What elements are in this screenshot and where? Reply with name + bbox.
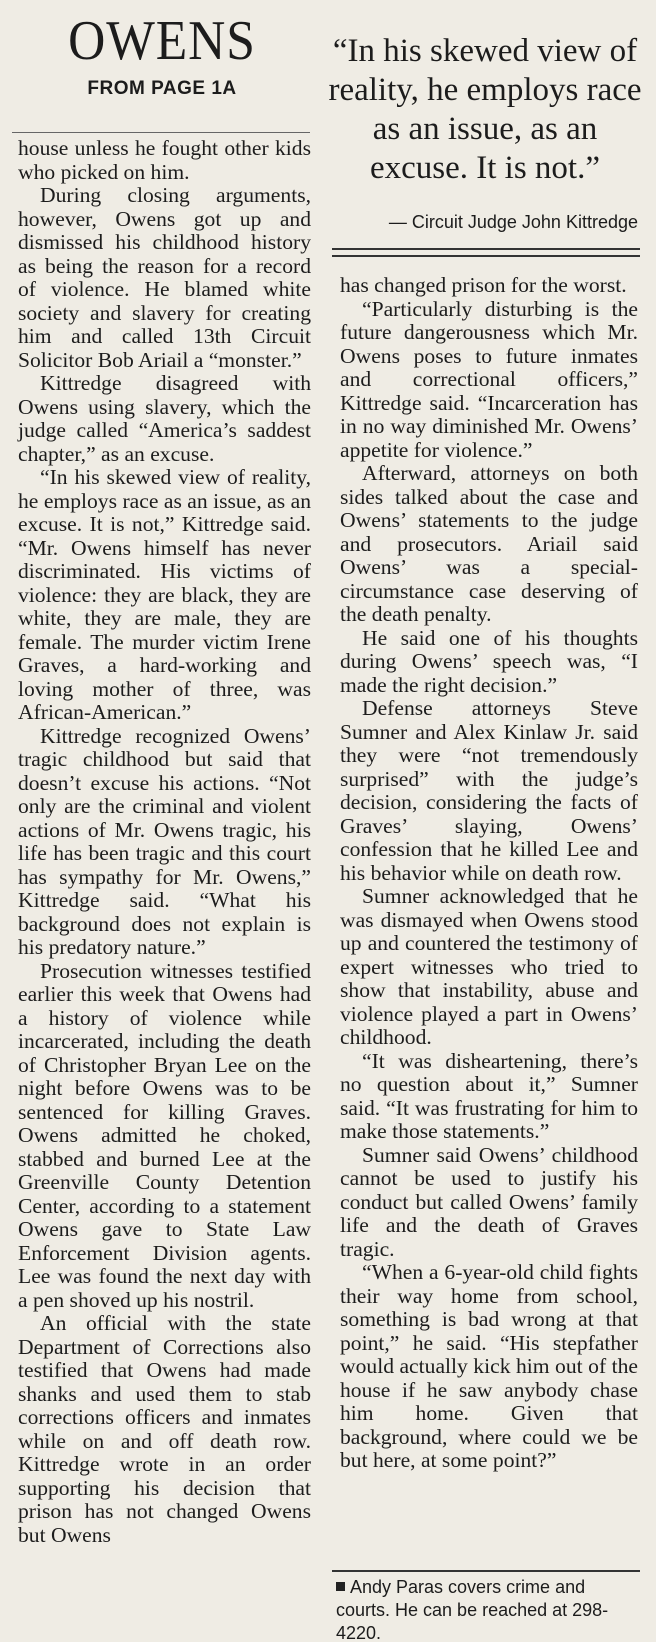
paragraph: has changed prison for the worst. — [340, 273, 627, 297]
paragraph: “In his skewed view of reality, he employs race as an issue, as an excuse. It is not,” Kittredge said. “Mr. Owens himself has never discriminated. His victims of violence: they are black, they are white, they are male, they are female. The murder victim Irene Graves, a hard-working and loving mother of three, was African-American.” — [18, 465, 311, 724]
paragraph: Defense attorneys Steve Sumner and Alex Kinlaw Jr. said they were “not tremendously surprised” with the judge’s decision, considering the facts of Graves’ slaying, Owens’ confession that he killed Lee and his behavior while on death row. — [340, 696, 638, 885]
footer-divider — [332, 1570, 640, 1572]
paragraph: He said one of his thoughts during Owens’ speech was, “I made the right decision.” — [340, 625, 638, 697]
author-note-text: Andy Paras covers crime and courts. He can be reached at 298-4220. — [336, 1577, 609, 1642]
paragraph: house unless he fought other kids who picked on him. — [18, 136, 311, 184]
square-bullet-icon — [336, 1582, 345, 1591]
paragraph: “It was disheartening, there’s no question about it,” Sumner said. “It was frustrating for him to make those statements.” — [340, 1048, 638, 1143]
pull-quote-attribution: — Circuit Judge John Kittredge — [388, 212, 638, 232]
header-divider — [12, 132, 310, 133]
paragraph: During closing arguments, however, Owens got up and dismissed his childhood history as being the reason for a record of violence. He blamed white society and slavery for creating him and called 13th Circuit Solicitor Bob Ariail a “monster.” — [18, 183, 311, 372]
paragraph: Prosecution witnesses testified earlier this week that Owens had a history of violence while incarcerated, including the death of Christopher Bryan Lee on the night before Owens was to be sentenced for killing Graves. Owens admitted he choked, stabbed and burned Lee at the Greenville County Detention Center, according to a statement Owens gave to State Law Enforcement Division agents. Lee was found the next day with a pen shoved up his nostril. — [18, 958, 311, 1312]
paragraph: An official with the state Department of Corrections also testified that Owens had made shanks and used them to stab corrections officers and inmates while on and off death row. Kittredge wrote in an order supporting his decision that prison has not changed Owens but Owens — [18, 1311, 311, 1547]
headline: OWENS — [68, 10, 256, 72]
paragraph: Kittredge disagreed with Owens using slavery, which the judge called “America’s saddest chapter,” as an excuse. — [18, 371, 311, 466]
paragraph: Afterward, attorneys on both sides talked about the case and Owens’ statements to the judge and prosecutors. Ariail said Owens’ was a special-circumstance case deserving of the death penalty. — [340, 461, 638, 626]
pull-quote-divider — [332, 248, 640, 257]
paragraph: Sumner acknowledged that he was dismayed when Owens stood up and countered the testimony of expert witnesses who tried to show that instability, abuse and violence played a part in Owens’ childhood. — [340, 884, 638, 1049]
paragraph: “Particularly disturbing is the future dangerousness which Mr. Owens poses to future inmates and correctional officers,” Kittredge said. “Incarceration has in no way diminished Mr. Owens’ appetite for violence.” — [340, 296, 638, 462]
article-column-left — [18, 137, 311, 1547]
paragraph: “When a 6-year-old child fights their way home from school, something is bad wrong at that point,” he said. “His stepfather would actually kick him out of the house if he saw anybody chase him home. Given that background, where could we be but here, at some point?” — [340, 1260, 638, 1472]
jump-label: FROM PAGE 1A — [87, 78, 237, 99]
author-note — [336, 1576, 636, 1642]
paragraph: Sumner said Owens’ childhood cannot be used to justify his conduct but called Owens’ family life and the death of Graves tragic. — [340, 1142, 638, 1261]
article-column-right — [340, 274, 638, 1473]
paragraph: Kittredge recognized Owens’ tragic childhood but said that doesn’t excuse his actions. “Not only are the criminal and violent actions of Mr. Owens tragic, his life has been tragic and this court has sympathy for Mr. Owens,” Kittredge said. “What his background does not explain is his predatory nature.” — [18, 723, 311, 959]
pull-quote: “In his skewed view of reality, he employs race as an issue, as an excuse. It is not.” — [328, 33, 642, 186]
